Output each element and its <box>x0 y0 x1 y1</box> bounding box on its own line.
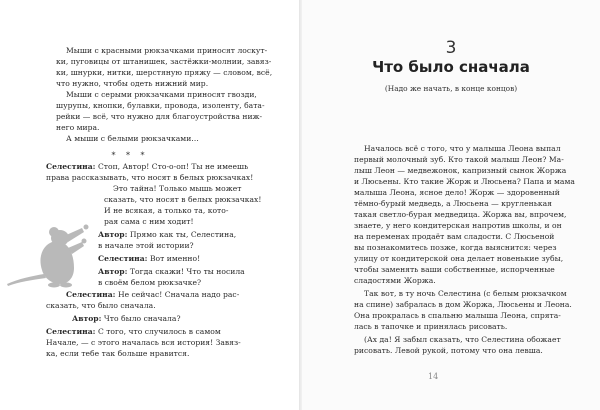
dialogue-line: Селестина: Не сейчас! Сначала надо рас- <box>66 290 240 299</box>
body-line: знаете, у него кондитерская напротив школы, и он <box>354 221 562 230</box>
intro-line: А мыши с белыми рюкзачками… <box>66 134 199 143</box>
left-page <box>0 0 299 410</box>
dialogue-line: сказать, что носят в белых рюкзачках! <box>104 195 262 204</box>
dialogue-line: Селестина: С того, что случилось в самом <box>46 327 221 336</box>
mouse-silhouette-illustration <box>2 194 112 290</box>
body-line: лась в тапочке и принялась рисовать. <box>354 322 508 331</box>
dialogue-line: Автор: Что было сначала? <box>72 314 181 323</box>
body-line: и Люсьены. Кто такие Жорж и Люсьена? Папа и мама <box>354 177 575 186</box>
body-line: улицу от кондитерской она делает новенькие зубы, <box>354 254 564 263</box>
intro-line: рейки — всё, что нужно для благоустройства ниж- <box>56 112 263 121</box>
body-line: Началось всё с того, что у малыша Леона выпал <box>364 144 561 153</box>
intro-line: него мира. <box>56 123 100 132</box>
intro-line: что нужно, чтобы одеть нижний мир. <box>56 79 209 88</box>
intro-line: шурупы, кнопки, булавки, провода, изоленту, бата- <box>56 101 265 110</box>
section-separator: * * * <box>111 151 149 160</box>
body-line: малыша Леона, ясное дело! Жорж — здоровенный <box>354 188 560 197</box>
intro-line: Мыши с серыми рюкзачками приносят гвозди, <box>66 90 257 99</box>
dialogue-line: Селестина: Вот именно! <box>98 254 201 263</box>
dialogue-line: сказать, что было сначала. <box>46 301 156 310</box>
body-line: чтобы заменять ваши собственные, испорченные <box>354 265 555 274</box>
dialogue-line: в начале этой истории? <box>98 241 194 250</box>
body-line: первый молочный зуб. Кто такой малыш Леон? Ма- <box>354 155 564 164</box>
body-line: тёмно-бурый медведь, а Люсьена — кругленькая <box>354 199 552 208</box>
intro-line: ки, шнурки, нитки, шерстяную пряжу — словом, всё, <box>56 68 273 77</box>
dialogue-line: И не всякая, а только та, кото- <box>104 206 229 215</box>
dialogue-line: рая сама с ним ходит! <box>104 217 194 226</box>
dialogue-line: права рассказывать, что носят в белых рюкзачках! <box>46 173 254 182</box>
dialogue-line: Автор: Прямо как ты, Селестина, <box>98 230 237 239</box>
dialogue-line: Селестина: Стоп, Автор! Сто-о-оп! Ты не имеешь <box>46 162 249 171</box>
body-line: на спине) забралась в дом Жоржа, Люсьены и Леона. <box>354 300 572 309</box>
dialogue-line: Это тайна! Только мышь может <box>113 184 242 193</box>
body-line: Так вот, в ту ночь Селестина (с белым рюкзачком <box>364 289 567 298</box>
body-line: Она прокралась в спальню малыша Леона, спрята- <box>354 311 561 320</box>
body-line: такая светло-бурая медведица. Жоржа вы, впрочем, <box>354 210 567 219</box>
chapter-subtitle: (Надо же начать, в конце концов) <box>384 84 518 93</box>
chapter-title: Что было сначала <box>372 58 530 76</box>
dialogue-line: в своём белом рюкзачке? <box>98 278 202 287</box>
dialogue-line: Начале, — с этого началась вся история! Завяз- <box>46 338 241 347</box>
right-page <box>302 0 600 410</box>
intro-line: Мыши с красными рюкзачками приносят лоскут- <box>66 46 268 55</box>
body-line: (Ах да! Я забыл сказать, что Селестина обожает <box>364 335 561 344</box>
page-number: 14 <box>428 372 439 381</box>
body-line: вы познакомитесь позже, когда выяснится: через <box>354 243 557 252</box>
body-line: сладостями Жоржа. <box>354 276 436 285</box>
body-line: рисовать. Левой рукой, потому что она левша. <box>354 346 543 355</box>
chapter-number: 3 <box>445 38 457 58</box>
body-line: лыш Леон — медвежонок, капризный сынок Жоржа <box>354 166 567 175</box>
intro-line: ки, пуговицы от штанишек, застёжки-молнии, завяз- <box>56 57 272 66</box>
dialogue-line: Автор: Тогда скажи! Что ты носила <box>98 267 245 276</box>
dialogue-line: ка, если тебе так больше нравится. <box>46 349 190 358</box>
body-line: на переменах продаёт вам сладости. С Люсьеной <box>354 232 555 241</box>
